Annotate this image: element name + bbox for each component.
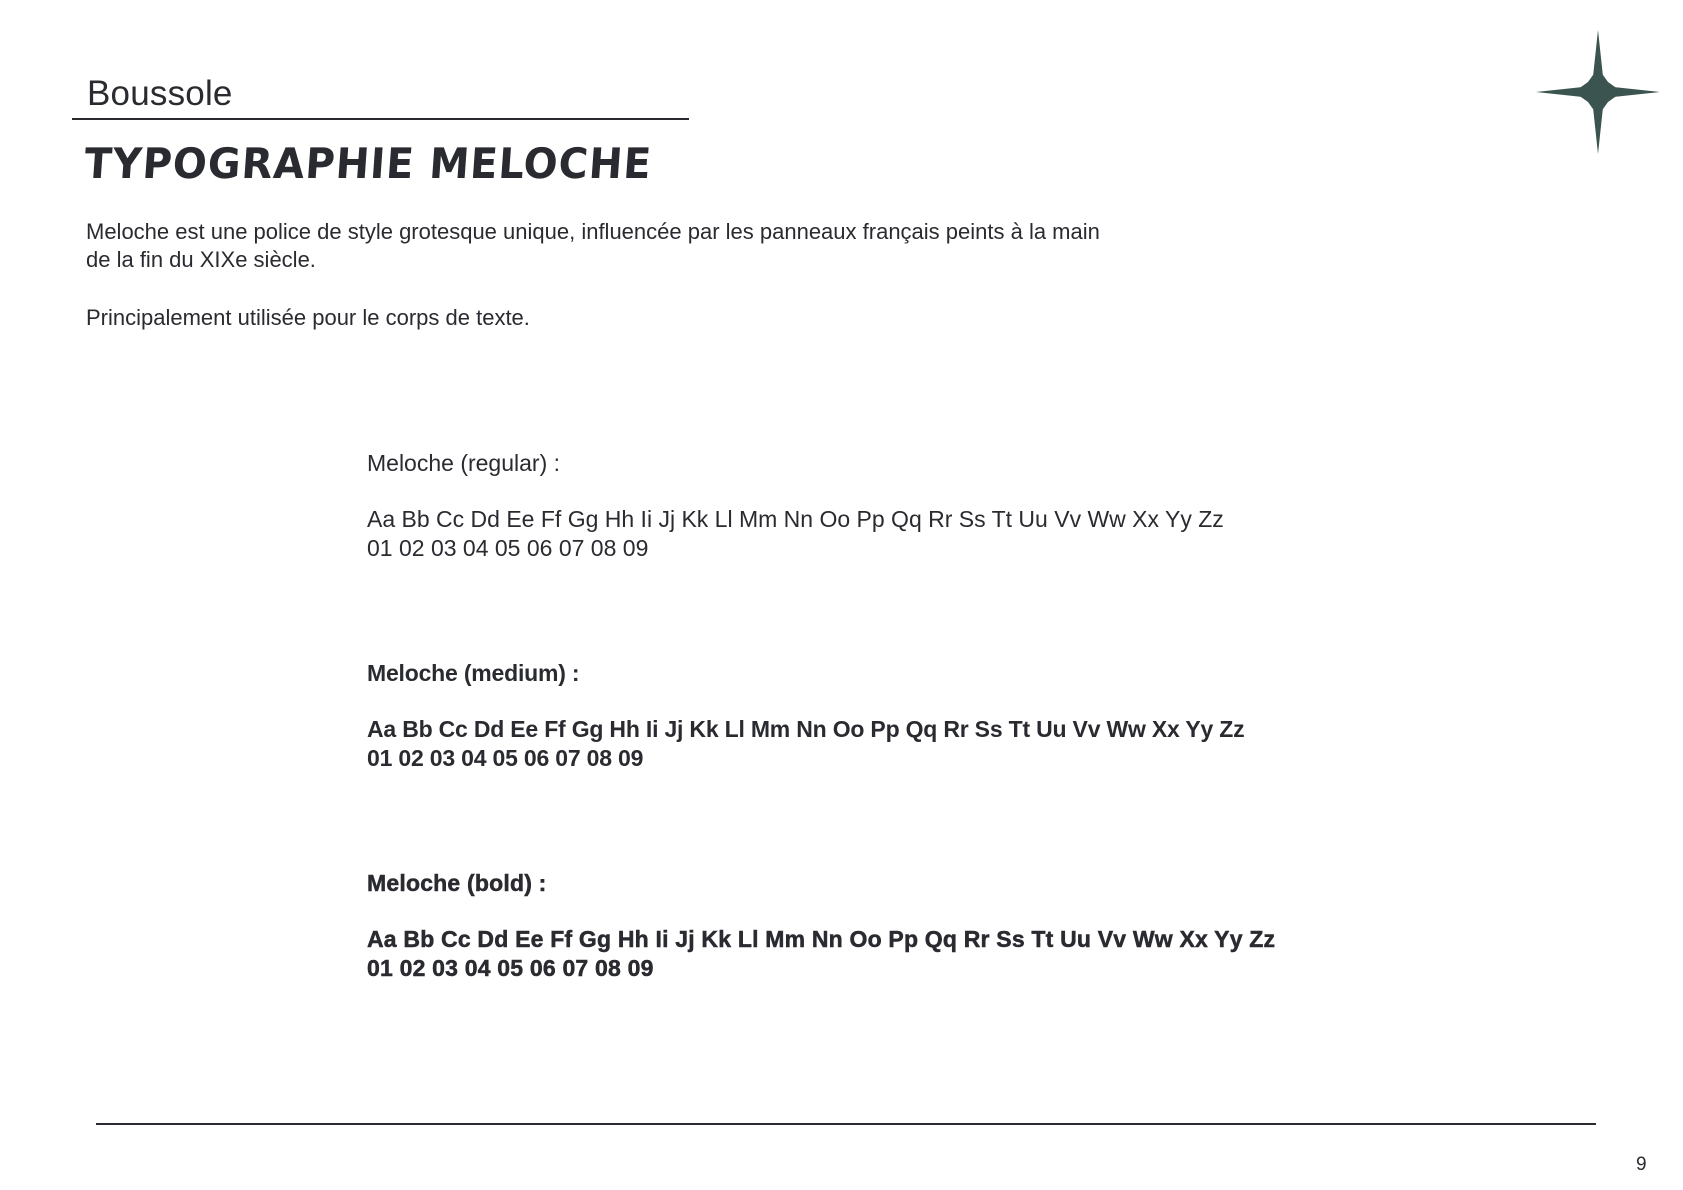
specimen-regular	[367, 449, 1267, 563]
intro-line-2: de la fin du XIXe siècle.	[86, 247, 316, 272]
specimen-alphabet: Aa Bb Cc Dd Ee Ff Gg Hh Ii Jj Kk Ll Mm Nn Oo Pp Qq Rr Ss Tt Uu Vv Ww Xx Yy Zz	[367, 506, 1224, 532]
intro-paragraph	[86, 218, 1186, 274]
header-divider	[72, 118, 689, 120]
brand-name: Boussole	[87, 74, 233, 113]
page-title: TYPOGRAPHIE MELOCHE	[82, 140, 654, 189]
specimen-alphabet: Aa Bb Cc Dd Ee Ff Gg Hh Ii Jj Kk Ll Mm Nn Oo Pp Qq Rr Ss Tt Uu Vv Ww Xx Yy Zz	[367, 716, 1245, 742]
intro-line-1: Meloche est une police de style grotesque unique, influencée par les panneaux français peints à la main	[86, 219, 1100, 244]
page-number: 9	[1636, 1154, 1647, 1175]
usage-note: Principalement utilisée pour le corps de texte.	[86, 305, 530, 330]
specimen-digits: 01 02 03 04 05 06 07 08 09	[367, 535, 649, 561]
specimen-alphabet: Aa Bb Cc Dd Ee Ff Gg Hh Ii Jj Kk Ll Mm Nn Oo Pp Qq Rr Ss Tt Uu Vv Ww Xx Yy Zz	[367, 926, 1276, 952]
specimen-digits: 01 02 03 04 05 06 07 08 09	[367, 955, 654, 981]
compass-star-icon	[1536, 30, 1660, 154]
specimen-medium	[367, 659, 1267, 773]
footer-divider	[96, 1123, 1596, 1125]
specimen-digits: 01 02 03 04 05 06 07 08 09	[367, 745, 644, 771]
specimen-bold	[367, 869, 1276, 983]
specimen-label: Meloche (medium) :	[367, 660, 580, 686]
specimen-label: Meloche (regular) :	[367, 450, 561, 476]
specimen-label: Meloche (bold) :	[367, 870, 547, 896]
